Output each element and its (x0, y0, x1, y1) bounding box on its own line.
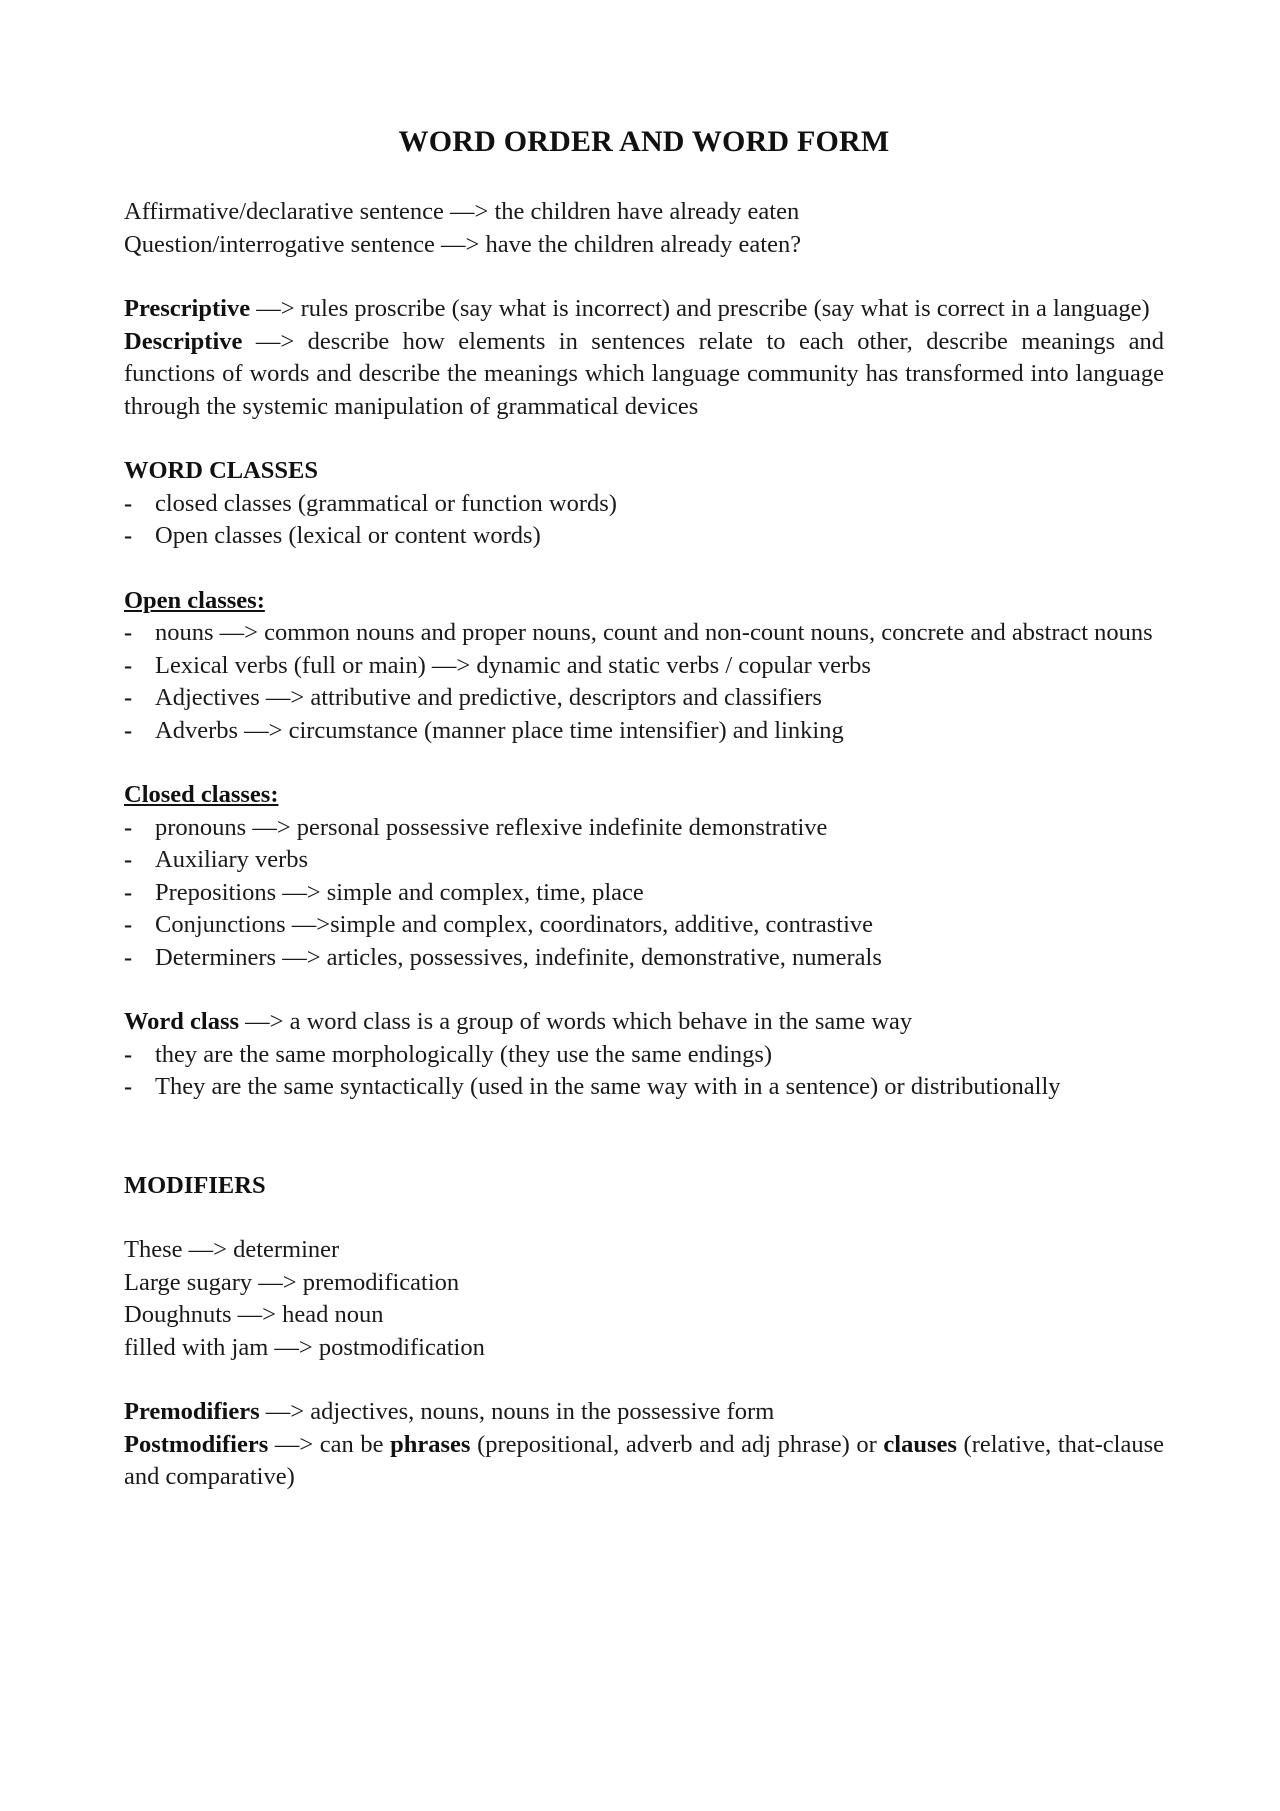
word-classes-section (124, 455, 1164, 553)
list-item-text: Lexical verbs (full or main) —> dynamic and static verbs / copular verbs (155, 651, 871, 679)
prescriptive-term: Prescriptive (124, 295, 251, 322)
sentence-types (124, 196, 1164, 261)
closed-classes-list (124, 812, 1164, 975)
word-class-section (124, 1006, 1164, 1104)
list-item-text: Determiners —> articles, possessives, indefinite, demonstrative, numerals (155, 943, 882, 971)
dash-bullet: - (124, 489, 133, 517)
open-classes-heading: Open classes: (124, 586, 265, 614)
premodifiers-term: Premodifiers (124, 1398, 260, 1425)
page-title: WORD ORDER AND WORD FORM (398, 125, 890, 158)
list-item-text: Prepositions —> simple and complex, time, place (155, 878, 644, 906)
word-class-definition (124, 1006, 1164, 1039)
list-item (124, 520, 1164, 553)
list-item (124, 650, 1164, 683)
list-item (124, 844, 1164, 877)
postmodifiers-text-1: —> can be (268, 1430, 391, 1458)
dash-bullet: - (124, 846, 133, 873)
closed-classes-heading: Closed classes: (124, 781, 279, 808)
modifier-line: filled with jam —> postmodification (124, 1333, 485, 1361)
postmodifiers-text-2: (prepositional, adverb and adj phrase) or (470, 1430, 884, 1458)
modifier-line: Doughnuts —> head noun (124, 1301, 384, 1328)
word-class-text: —> a word class is a group of words which behave in the same way (239, 1008, 913, 1035)
affirmative-line: Affirmative/declarative sentence —> the children have already eaten (124, 198, 800, 225)
list-item (124, 1071, 1164, 1104)
open-classes-section (124, 585, 1164, 748)
list-item (124, 942, 1164, 975)
dash-bullet: - (124, 684, 133, 711)
premodifiers-paragraph (124, 1396, 1164, 1429)
clauses-term: clauses (883, 1430, 957, 1458)
modifiers-section (124, 1170, 1164, 1365)
postmodifiers-paragraph (124, 1429, 1164, 1494)
postmodifiers-text-3: (relative, that-clause and comparative) (124, 1430, 1164, 1490)
list-item-text: they are the same morphologically (they use the same endings) (155, 1040, 773, 1068)
list-item-text: nouns —> common nouns and proper nouns, count and non-count nouns, concrete and abstract nouns (155, 619, 1153, 646)
dash-bullet: - (124, 1040, 133, 1068)
document-page (124, 0, 1164, 1494)
list-item (124, 812, 1164, 845)
dash-bullet: - (124, 1073, 133, 1100)
question-line: Question/interrogative sentence —> have the children already eaten? (124, 230, 802, 258)
open-classes-list (124, 617, 1164, 747)
dash-bullet: - (124, 911, 133, 938)
word-class-term: Word class (124, 1008, 240, 1035)
modifiers-heading: MODIFIERS (124, 1171, 266, 1199)
postmodifiers-term: Postmodifiers (124, 1430, 269, 1458)
modifier-line: Large sugary —> premodification (124, 1268, 460, 1296)
list-item (124, 1039, 1164, 1072)
list-item (124, 877, 1164, 910)
list-item-text: Open classes (lexical or content words) (155, 522, 541, 549)
dash-bullet: - (124, 619, 133, 646)
word-classes-list (124, 488, 1164, 553)
list-item-text: Adjectives —> attributive and predictive, descriptors and classifiers (155, 684, 822, 711)
prescriptive-descriptive (124, 293, 1164, 423)
word-class-list (124, 1039, 1164, 1104)
dash-bullet: - (124, 651, 133, 679)
phrases-term: phrases (390, 1430, 471, 1458)
pre-post-modifiers (124, 1396, 1164, 1494)
list-item (124, 715, 1164, 748)
list-item-text: pronouns —> personal possessive reflexive indefinite demonstrative (155, 813, 828, 841)
list-item (124, 682, 1164, 715)
dash-bullet: - (124, 716, 133, 744)
dash-bullet: - (124, 813, 133, 841)
descriptive-text: —> describe how elements in sentences relate to each other, describe meanings and functions of words and describe the meanings which language community has transformed into language through the systemic manipulation of grammatical devices (124, 327, 1164, 420)
prescriptive-paragraph (124, 293, 1164, 326)
dash-bullet: - (124, 878, 133, 906)
descriptive-paragraph (124, 326, 1164, 424)
list-item-text: closed classes (grammatical or function words) (155, 489, 617, 517)
word-classes-heading: WORD CLASSES (124, 457, 319, 484)
premodifiers-text: —> adjectives, nouns, nouns in the possessive form (259, 1398, 775, 1425)
list-item-text: Conjunctions —>simple and complex, coordinators, additive, contrastive (155, 911, 874, 938)
list-item-text: They are the same syntactically (used in the same way with in a sentence) or distributionally (155, 1073, 1061, 1100)
list-item (124, 909, 1164, 942)
dash-bullet: - (124, 522, 133, 549)
modifier-line: These —> determiner (124, 1236, 340, 1263)
closed-classes-section (124, 779, 1164, 974)
list-item (124, 617, 1164, 650)
list-item-text: Adverbs —> circumstance (manner place time intensifier) and linking (155, 716, 844, 744)
list-item (124, 488, 1164, 521)
prescriptive-text: —> rules proscribe (say what is incorrect) and prescribe (say what is correct in a language) (250, 295, 1150, 322)
list-item-text: Auxiliary verbs (155, 846, 309, 873)
dash-bullet: - (124, 943, 133, 971)
descriptive-term: Descriptive (124, 327, 243, 355)
